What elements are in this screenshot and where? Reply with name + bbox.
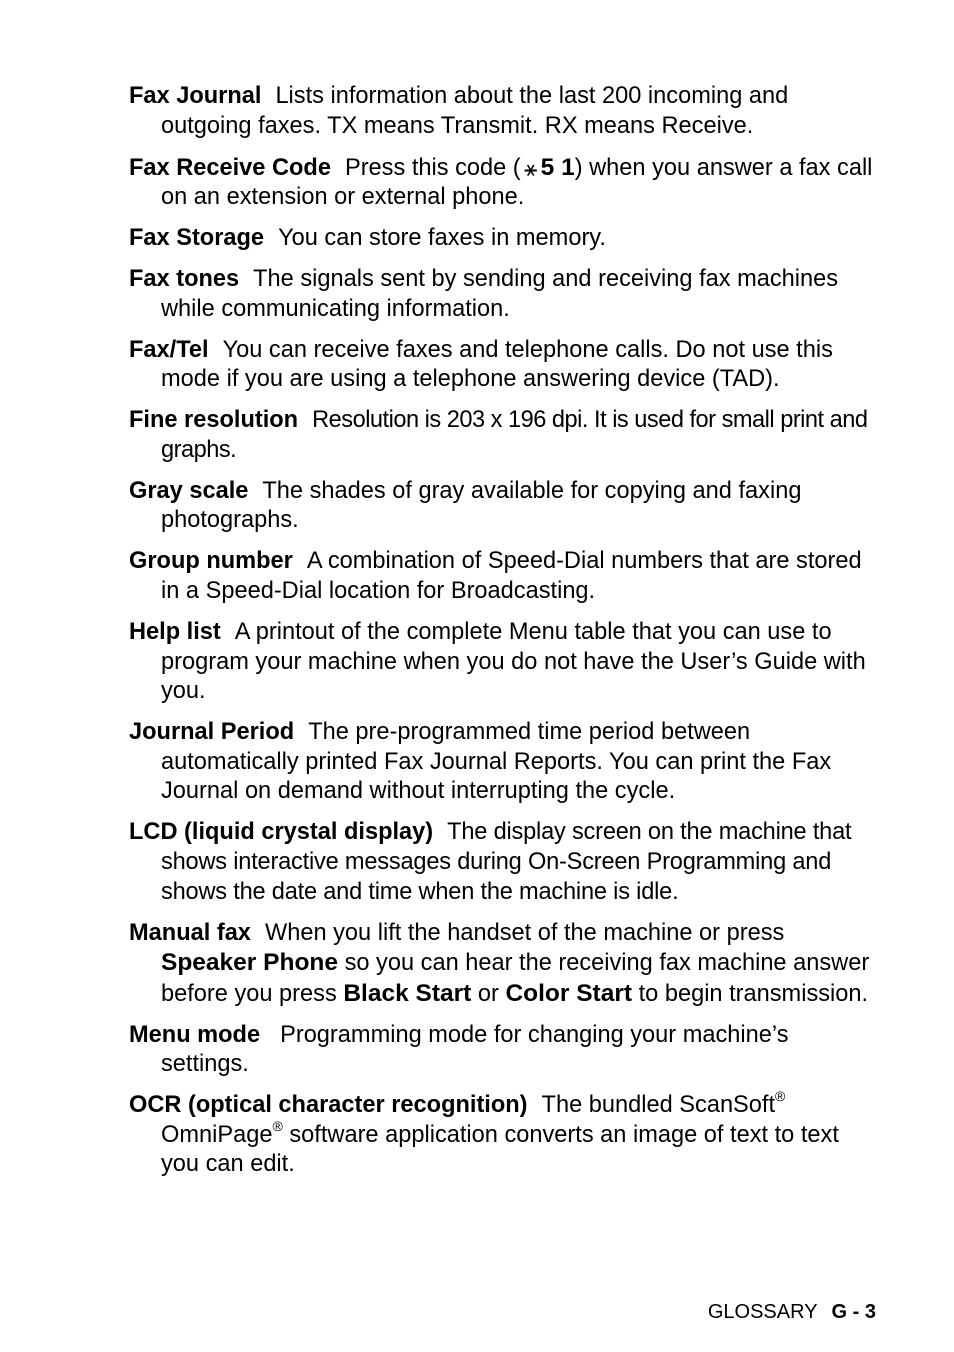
footer-section-label: GLOSSARY [707,1301,818,1323]
glossary-term: Fax Journal [129,83,262,109]
glossary-definition: Lists information about the last 200 incoming and outgoing faxes. TX means Transmit. RX means Receive. [161,83,789,139]
glossary-definition-cont: software application converts an image of text to text you can edit. [161,1121,839,1178]
glossary-definition: The pre-programmed time period between automatically printed Fax Journal Reports. You can print the Fax Journal on demand without interrupting the cycle. [161,719,832,805]
speaker-phone-key-label: Speaker Phone [161,949,339,977]
glossary-term: Menu mode [129,1021,261,1048]
glossary-entry-group-number [129,547,875,606]
glossary-entry-manual-fax [129,919,875,1010]
glossary-term: Fax tones [129,266,240,293]
glossary-definition-cont: OmniPage [161,1121,273,1148]
glossary-definition: A combination of Speed-Dial numbers that are stored in a Speed-Dial location for Broadcasting. [161,548,862,605]
glossary-entry-fax-tones [129,265,875,324]
glossary-definition: When you lift the handset of the machine or press [264,919,785,946]
glossary-definition: A printout of the complete Menu table that you can use to program your machine when you do not have the User’s Guide with you. [161,619,866,705]
glossary-definition: The bundled ScanSoft [541,1092,776,1119]
glossary-term: LCD (liquid crystal display) [129,819,434,846]
glossary-definition: Programming mode for changing your machine’s settings. [161,1021,789,1078]
glossary-definition: The signals sent by sending and receiving fax machines while communicating information. [161,266,839,322]
glossary-term: OCR (optical character recognition) [129,1092,528,1119]
glossary-entry-fax-journal [129,82,875,141]
glossary-term: Gray scale [129,477,249,504]
glossary-entry-gray-scale [129,477,875,536]
glossary-term: Fax/Tel [129,336,209,363]
glossary-entry-fax-receive-code [129,153,875,213]
glossary-term: Journal Period [129,719,295,746]
glossary-entry-lcd [129,818,875,907]
glossary-definition: Press this code ( [344,154,521,181]
glossary-definition: The shades of gray available for copying and faxing photographs. [161,477,802,534]
page-number: G - 3 [831,1301,876,1323]
glossary-definition: You can store faxes in memory. [278,225,606,252]
glossary-entry-fax-tel [129,336,875,395]
glossary-definition-cont: or [477,980,499,1007]
page-footer [708,1300,876,1324]
glossary-term: Fax Storage [129,225,265,252]
glossary-definition-cont: ) when you answer a fax call on an extension or external phone. [161,154,873,211]
glossary-entry-ocr [129,1088,875,1180]
glossary-definition-cont: to begin transmission. [638,980,869,1007]
registered-mark: ® [775,1088,786,1105]
glossary-entry-fax-storage [129,224,875,254]
star-key-icon: ⚹ [524,155,538,181]
glossary-entry-fine-resolution [129,406,875,465]
glossary-entry-menu-mode [129,1021,875,1080]
glossary-term: Help list [129,619,221,646]
receive-code-digits: 5 1 [540,153,575,181]
glossary-definition-cont: so you can hear the receiving fax machine answer before you press [161,950,870,1007]
glossary-definition: Resolution is 203 x 196 dpi. It is used for small print and graphs. [161,407,868,463]
registered-mark: ® [272,1118,283,1135]
glossary-term: Fax Receive Code [129,154,331,181]
glossary-term: Manual fax [129,919,251,946]
glossary-definition: You can receive faxes and telephone calls. Do not use this mode if you are using a telephone answering device (TAD). [161,336,833,393]
glossary-term: Fine resolution [129,407,299,434]
glossary-list [129,82,875,1191]
glossary-entry-journal-period [129,718,875,807]
glossary-entry-help-list [129,618,875,707]
glossary-term: Group number [129,548,293,575]
black-start-key-label: Black Start [343,979,472,1007]
color-start-key-label: Color Start [505,979,633,1007]
glossary-definition: The display screen on the machine that shows interactive messages during On-Screen Programming and shows the date and time when the machine is idle. [161,819,852,905]
